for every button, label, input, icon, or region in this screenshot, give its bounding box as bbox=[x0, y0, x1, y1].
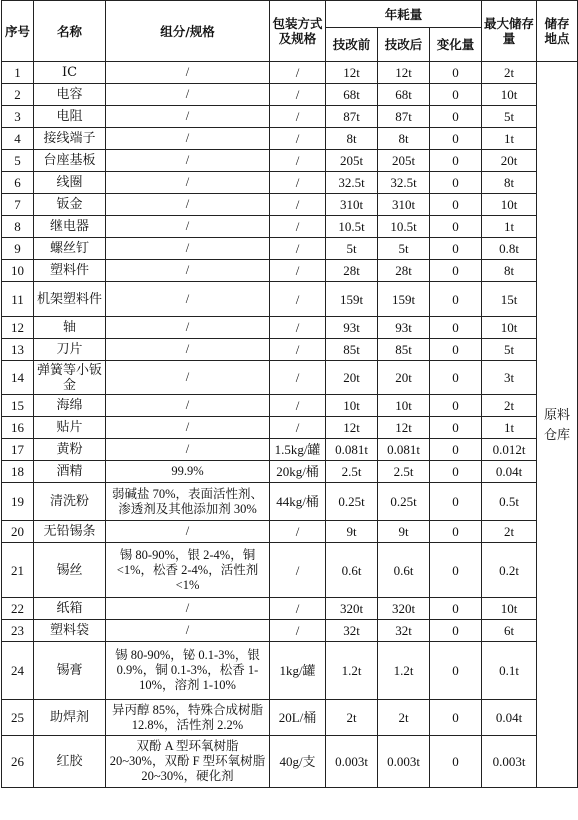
consumption-before-cell: 0.003t bbox=[326, 736, 378, 788]
consumption-after-cell: 8t bbox=[378, 128, 430, 150]
consumption-after-cell: 310t bbox=[378, 194, 430, 216]
consumption-change-cell: 0 bbox=[430, 172, 482, 194]
consumption-before-cell: 2.5t bbox=[326, 461, 378, 483]
packaging-cell: / bbox=[270, 620, 326, 642]
max-storage-cell: 3t bbox=[482, 361, 537, 395]
composition-cell: / bbox=[106, 238, 270, 260]
row-number-cell: 24 bbox=[2, 642, 34, 700]
storage-location-cell: 原料仓库 bbox=[537, 62, 578, 788]
material-name-cell: 无铅锡条 bbox=[34, 521, 106, 543]
row-number-cell: 26 bbox=[2, 736, 34, 788]
max-storage-cell: 0.5t bbox=[482, 483, 537, 521]
table-row bbox=[2, 700, 578, 736]
material-name-cell: 海绵 bbox=[34, 395, 106, 417]
max-storage-cell: 0.003t bbox=[482, 736, 537, 788]
row-number-cell: 3 bbox=[2, 106, 34, 128]
composition-cell: / bbox=[106, 150, 270, 172]
table-row bbox=[2, 238, 578, 260]
consumption-after-cell: 28t bbox=[378, 260, 430, 282]
packaging-cell: / bbox=[270, 172, 326, 194]
table-row bbox=[2, 598, 578, 620]
consumption-change-cell: 0 bbox=[430, 395, 482, 417]
material-name-cell: 螺丝钉 bbox=[34, 238, 106, 260]
consumption-after-cell: 87t bbox=[378, 106, 430, 128]
consumption-after-cell: 85t bbox=[378, 339, 430, 361]
consumption-change-cell: 0 bbox=[430, 361, 482, 395]
row-number-cell: 19 bbox=[2, 483, 34, 521]
consumption-change-cell: 0 bbox=[430, 194, 482, 216]
material-name-cell: 刀片 bbox=[34, 339, 106, 361]
composition-cell: / bbox=[106, 194, 270, 216]
consumption-after-cell: 0.25t bbox=[378, 483, 430, 521]
consumption-before-cell: 0.25t bbox=[326, 483, 378, 521]
composition-cell: 弱碱盐 70%，表面活性剂、渗透剂及其他添加剂 30% bbox=[106, 483, 270, 521]
consumption-change-cell: 0 bbox=[430, 282, 482, 317]
packaging-cell: 1.5kg/罐 bbox=[270, 439, 326, 461]
max-storage-cell: 2t bbox=[482, 62, 537, 84]
max-storage-cell: 1t bbox=[482, 128, 537, 150]
max-storage-cell: 8t bbox=[482, 260, 537, 282]
max-storage-cell: 1t bbox=[482, 216, 537, 238]
consumption-after-cell: 0.081t bbox=[378, 439, 430, 461]
row-number-cell: 7 bbox=[2, 194, 34, 216]
consumption-after-cell: 0.6t bbox=[378, 543, 430, 598]
row-number-cell: 8 bbox=[2, 216, 34, 238]
consumption-change-cell: 0 bbox=[430, 84, 482, 106]
packaging-cell: 40g/支 bbox=[270, 736, 326, 788]
material-name-cell: 红胶 bbox=[34, 736, 106, 788]
packaging-cell: / bbox=[270, 417, 326, 439]
table-row bbox=[2, 736, 578, 788]
material-name-cell: 接线端子 bbox=[34, 128, 106, 150]
table-row bbox=[2, 483, 578, 521]
max-storage-cell: 0.2t bbox=[482, 543, 537, 598]
consumption-change-cell: 0 bbox=[430, 106, 482, 128]
table-row bbox=[2, 620, 578, 642]
packaging-cell: 20L/桶 bbox=[270, 700, 326, 736]
packaging-cell: 20kg/桶 bbox=[270, 461, 326, 483]
consumption-after-cell: 10.5t bbox=[378, 216, 430, 238]
consumption-change-cell: 0 bbox=[430, 317, 482, 339]
row-number-cell: 20 bbox=[2, 521, 34, 543]
table-row bbox=[2, 194, 578, 216]
table-row bbox=[2, 521, 578, 543]
material-name-cell: 电阻 bbox=[34, 106, 106, 128]
material-name-cell: 锡丝 bbox=[34, 543, 106, 598]
consumption-change-cell: 0 bbox=[430, 736, 482, 788]
composition-cell: / bbox=[106, 395, 270, 417]
table-row bbox=[2, 106, 578, 128]
consumption-change-cell: 0 bbox=[430, 260, 482, 282]
composition-cell: / bbox=[106, 128, 270, 150]
row-number-cell: 13 bbox=[2, 339, 34, 361]
table-row bbox=[2, 128, 578, 150]
consumption-after-cell: 12t bbox=[378, 417, 430, 439]
material-name-cell: 继电器 bbox=[34, 216, 106, 238]
consumption-change-cell: 0 bbox=[430, 642, 482, 700]
packaging-cell: / bbox=[270, 395, 326, 417]
consumption-after-cell: 159t bbox=[378, 282, 430, 317]
table-row bbox=[2, 62, 578, 84]
consumption-before-cell: 85t bbox=[326, 339, 378, 361]
material-name-cell: 贴片 bbox=[34, 417, 106, 439]
consumption-before-cell: 68t bbox=[326, 84, 378, 106]
consumption-change-cell: 0 bbox=[430, 483, 482, 521]
max-storage-cell: 1t bbox=[482, 417, 537, 439]
table-row bbox=[2, 317, 578, 339]
packaging-cell: / bbox=[270, 194, 326, 216]
material-name-cell: 酒精 bbox=[34, 461, 106, 483]
composition-cell: / bbox=[106, 361, 270, 395]
composition-cell: / bbox=[106, 172, 270, 194]
max-storage-cell: 0.1t bbox=[482, 642, 537, 700]
composition-cell: / bbox=[106, 317, 270, 339]
raw-materials-table bbox=[1, 0, 578, 788]
header-name: 名称 bbox=[34, 1, 106, 62]
composition-cell: 99.9% bbox=[106, 461, 270, 483]
consumption-before-cell: 12t bbox=[326, 62, 378, 84]
row-number-cell: 6 bbox=[2, 172, 34, 194]
consumption-after-cell: 32.5t bbox=[378, 172, 430, 194]
consumption-after-cell: 5t bbox=[378, 238, 430, 260]
consumption-after-cell: 32t bbox=[378, 620, 430, 642]
header-change: 变化量 bbox=[430, 28, 482, 62]
consumption-change-cell: 0 bbox=[430, 238, 482, 260]
max-storage-cell: 5t bbox=[482, 339, 537, 361]
composition-cell: / bbox=[106, 84, 270, 106]
row-number-cell: 11 bbox=[2, 282, 34, 317]
consumption-change-cell: 0 bbox=[430, 598, 482, 620]
consumption-after-cell: 205t bbox=[378, 150, 430, 172]
row-number-cell: 1 bbox=[2, 62, 34, 84]
consumption-after-cell: 320t bbox=[378, 598, 430, 620]
packaging-cell: / bbox=[270, 84, 326, 106]
table-row bbox=[2, 150, 578, 172]
header-composition: 组分/规格 bbox=[106, 1, 270, 62]
max-storage-cell: 10t bbox=[482, 194, 537, 216]
material-name-cell: 机架塑料件 bbox=[34, 282, 106, 317]
material-name-cell: 轴 bbox=[34, 317, 106, 339]
composition-cell: 双酚 A 型环氧树脂 20~30%，双酚 F 型环氧树脂 20~30%，硬化剂 bbox=[106, 736, 270, 788]
max-storage-cell: 10t bbox=[482, 84, 537, 106]
consumption-before-cell: 10.5t bbox=[326, 216, 378, 238]
row-number-cell: 4 bbox=[2, 128, 34, 150]
consumption-change-cell: 0 bbox=[430, 150, 482, 172]
consumption-before-cell: 32t bbox=[326, 620, 378, 642]
consumption-before-cell: 205t bbox=[326, 150, 378, 172]
composition-cell: / bbox=[106, 106, 270, 128]
consumption-after-cell: 9t bbox=[378, 521, 430, 543]
consumption-change-cell: 0 bbox=[430, 521, 482, 543]
table-row bbox=[2, 642, 578, 700]
consumption-before-cell: 5t bbox=[326, 238, 378, 260]
row-number-cell: 22 bbox=[2, 598, 34, 620]
table-row bbox=[2, 417, 578, 439]
table-row bbox=[2, 395, 578, 417]
consumption-change-cell: 0 bbox=[430, 128, 482, 150]
composition-cell: / bbox=[106, 260, 270, 282]
max-storage-cell: 10t bbox=[482, 317, 537, 339]
consumption-after-cell: 1.2t bbox=[378, 642, 430, 700]
max-storage-cell: 2t bbox=[482, 395, 537, 417]
composition-cell: / bbox=[106, 598, 270, 620]
material-name-cell: 清洗粉 bbox=[34, 483, 106, 521]
table-row bbox=[2, 543, 578, 598]
row-number-cell: 25 bbox=[2, 700, 34, 736]
material-name-cell: 锡膏 bbox=[34, 642, 106, 700]
max-storage-cell: 20t bbox=[482, 150, 537, 172]
row-number-cell: 10 bbox=[2, 260, 34, 282]
packaging-cell: / bbox=[270, 361, 326, 395]
packaging-cell: 1kg/罐 bbox=[270, 642, 326, 700]
consumption-after-cell: 10t bbox=[378, 395, 430, 417]
header-storage-location: 储存地点 bbox=[537, 1, 578, 62]
material-name-cell: 钣金 bbox=[34, 194, 106, 216]
material-name-cell: IC bbox=[34, 62, 106, 84]
packaging-cell: / bbox=[270, 128, 326, 150]
consumption-after-cell: 12t bbox=[378, 62, 430, 84]
row-number-cell: 17 bbox=[2, 439, 34, 461]
table-row bbox=[2, 84, 578, 106]
consumption-before-cell: 0.6t bbox=[326, 543, 378, 598]
packaging-cell: / bbox=[270, 339, 326, 361]
table-row bbox=[2, 172, 578, 194]
max-storage-cell: 0.8t bbox=[482, 238, 537, 260]
consumption-change-cell: 0 bbox=[430, 216, 482, 238]
consumption-change-cell: 0 bbox=[430, 417, 482, 439]
consumption-before-cell: 9t bbox=[326, 521, 378, 543]
packaging-cell: / bbox=[270, 317, 326, 339]
material-name-cell: 黄粉 bbox=[34, 439, 106, 461]
material-name-cell: 线圈 bbox=[34, 172, 106, 194]
composition-cell: / bbox=[106, 339, 270, 361]
consumption-before-cell: 87t bbox=[326, 106, 378, 128]
material-name-cell: 台座基板 bbox=[34, 150, 106, 172]
consumption-before-cell: 2t bbox=[326, 700, 378, 736]
max-storage-cell: 8t bbox=[482, 172, 537, 194]
consumption-before-cell: 20t bbox=[326, 361, 378, 395]
packaging-cell: / bbox=[270, 106, 326, 128]
header-after: 技改后 bbox=[378, 28, 430, 62]
header-packaging: 包装方式及规格 bbox=[270, 1, 326, 62]
consumption-change-cell: 0 bbox=[430, 461, 482, 483]
max-storage-cell: 2t bbox=[482, 521, 537, 543]
consumption-before-cell: 32.5t bbox=[326, 172, 378, 194]
packaging-cell: / bbox=[270, 216, 326, 238]
max-storage-cell: 0.012t bbox=[482, 439, 537, 461]
consumption-before-cell: 8t bbox=[326, 128, 378, 150]
table-row bbox=[2, 361, 578, 395]
table-row bbox=[2, 339, 578, 361]
consumption-change-cell: 0 bbox=[430, 543, 482, 598]
max-storage-cell: 10t bbox=[482, 598, 537, 620]
packaging-cell: / bbox=[270, 543, 326, 598]
row-number-cell: 16 bbox=[2, 417, 34, 439]
max-storage-cell: 6t bbox=[482, 620, 537, 642]
composition-cell: 锡 80-90%，银 2-4%，铜 <1%，松香 2-4%，活性剂 <1% bbox=[106, 543, 270, 598]
consumption-before-cell: 10t bbox=[326, 395, 378, 417]
consumption-before-cell: 159t bbox=[326, 282, 378, 317]
material-name-cell: 塑料袋 bbox=[34, 620, 106, 642]
material-name-cell: 弹簧等小钣金 bbox=[34, 361, 106, 395]
material-name-cell: 塑料件 bbox=[34, 260, 106, 282]
row-number-cell: 2 bbox=[2, 84, 34, 106]
packaging-cell: / bbox=[270, 238, 326, 260]
consumption-before-cell: 93t bbox=[326, 317, 378, 339]
max-storage-cell: 0.04t bbox=[482, 461, 537, 483]
table-row bbox=[2, 216, 578, 238]
consumption-before-cell: 12t bbox=[326, 417, 378, 439]
row-number-cell: 5 bbox=[2, 150, 34, 172]
header-max-storage: 最大储存量 bbox=[482, 1, 537, 62]
consumption-after-cell: 20t bbox=[378, 361, 430, 395]
packaging-cell: / bbox=[270, 62, 326, 84]
composition-cell: / bbox=[106, 282, 270, 317]
consumption-after-cell: 93t bbox=[378, 317, 430, 339]
composition-cell: 锡 80-90%，铋 0.1-3%，银 0.9%，铜 0.1-3%，松香 1-10%，溶剂 1-10% bbox=[106, 642, 270, 700]
consumption-after-cell: 68t bbox=[378, 84, 430, 106]
consumption-change-cell: 0 bbox=[430, 439, 482, 461]
consumption-after-cell: 2t bbox=[378, 700, 430, 736]
composition-cell: / bbox=[106, 620, 270, 642]
row-number-cell: 14 bbox=[2, 361, 34, 395]
table-row bbox=[2, 260, 578, 282]
composition-cell: / bbox=[106, 216, 270, 238]
composition-cell: / bbox=[106, 62, 270, 84]
row-number-cell: 15 bbox=[2, 395, 34, 417]
material-name-cell: 助焊剂 bbox=[34, 700, 106, 736]
table-body bbox=[2, 62, 578, 788]
table-row bbox=[2, 461, 578, 483]
table-row bbox=[2, 439, 578, 461]
header-annual-consumption: 年耗量 bbox=[326, 1, 482, 28]
header-seq: 序号 bbox=[2, 1, 34, 62]
consumption-change-cell: 0 bbox=[430, 339, 482, 361]
consumption-before-cell: 1.2t bbox=[326, 642, 378, 700]
row-number-cell: 12 bbox=[2, 317, 34, 339]
max-storage-cell: 15t bbox=[482, 282, 537, 317]
composition-cell: / bbox=[106, 521, 270, 543]
consumption-before-cell: 320t bbox=[326, 598, 378, 620]
row-number-cell: 21 bbox=[2, 543, 34, 598]
max-storage-cell: 0.04t bbox=[482, 700, 537, 736]
row-number-cell: 9 bbox=[2, 238, 34, 260]
material-name-cell: 纸箱 bbox=[34, 598, 106, 620]
header-before: 技改前 bbox=[326, 28, 378, 62]
max-storage-cell: 5t bbox=[482, 106, 537, 128]
consumption-before-cell: 28t bbox=[326, 260, 378, 282]
row-number-cell: 23 bbox=[2, 620, 34, 642]
packaging-cell: / bbox=[270, 598, 326, 620]
composition-cell: / bbox=[106, 439, 270, 461]
composition-cell: / bbox=[106, 417, 270, 439]
consumption-change-cell: 0 bbox=[430, 700, 482, 736]
consumption-after-cell: 2.5t bbox=[378, 461, 430, 483]
table-header bbox=[2, 1, 578, 62]
packaging-cell: / bbox=[270, 282, 326, 317]
consumption-before-cell: 0.081t bbox=[326, 439, 378, 461]
material-name-cell: 电容 bbox=[34, 84, 106, 106]
consumption-after-cell: 0.003t bbox=[378, 736, 430, 788]
consumption-before-cell: 310t bbox=[326, 194, 378, 216]
packaging-cell: / bbox=[270, 260, 326, 282]
consumption-change-cell: 0 bbox=[430, 620, 482, 642]
composition-cell: 异丙醇 85%，特殊合成树脂 12.8%，活性剂 2.2% bbox=[106, 700, 270, 736]
packaging-cell: / bbox=[270, 150, 326, 172]
row-number-cell: 18 bbox=[2, 461, 34, 483]
packaging-cell: 44kg/桶 bbox=[270, 483, 326, 521]
consumption-change-cell: 0 bbox=[430, 62, 482, 84]
packaging-cell: / bbox=[270, 521, 326, 543]
table-row bbox=[2, 282, 578, 317]
